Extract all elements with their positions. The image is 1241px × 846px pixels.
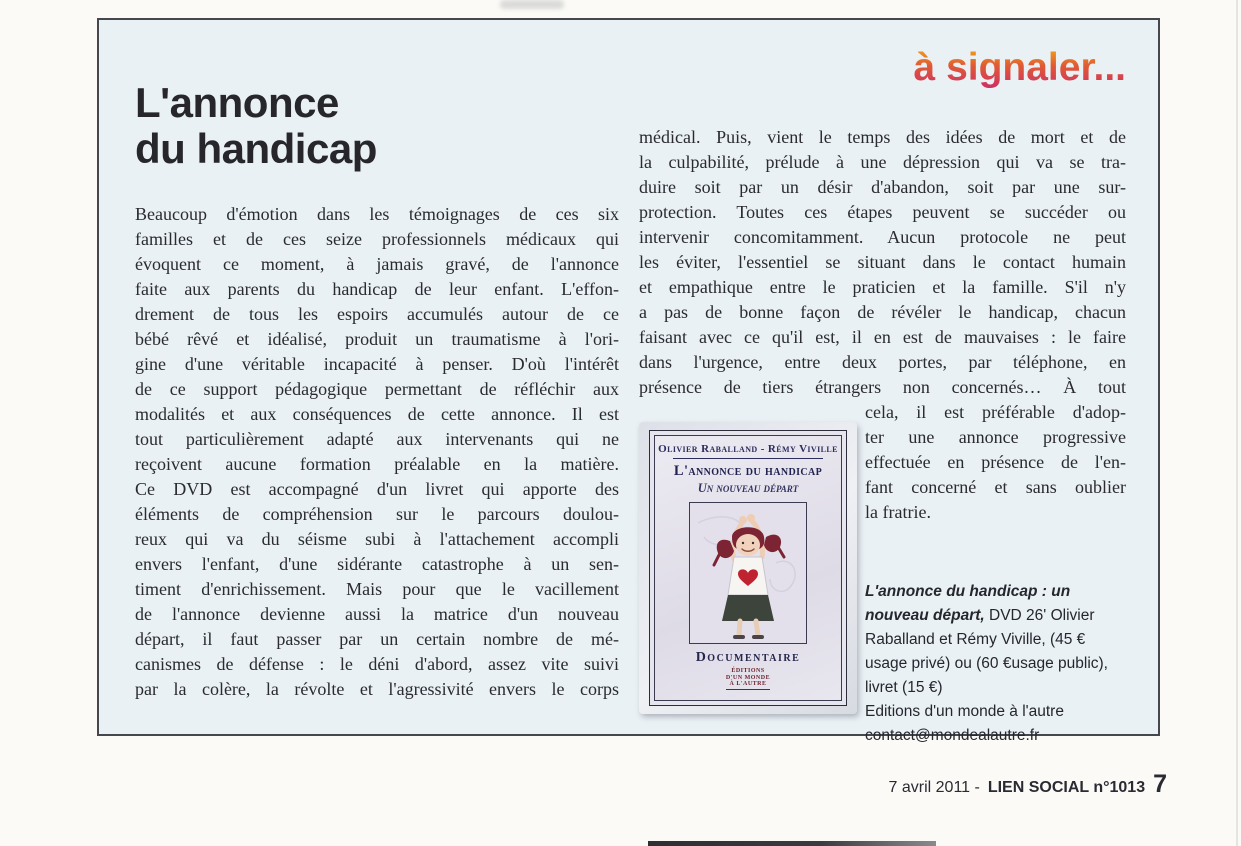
text-line: présence de tiers étrangers non concernés… À tout (639, 377, 1126, 397)
footer-date: 7 avril 2011 - (888, 779, 980, 796)
text-line: canismes de défense : le déni d'abord, assez vite suivi (135, 654, 619, 674)
caption-title: L'annonce du handicap : un nouveau départ, (865, 583, 1071, 624)
text-line: ter une annonce progressive (865, 427, 1126, 447)
text-line: et empathique entre le praticien et la famille. S'il n'y (639, 277, 1126, 297)
text-line: faisant avec ce qu'il est, il en est de mauvaises : le faire (639, 327, 1126, 347)
text-line: la fratrie. (865, 502, 931, 522)
article-title-line2: du handicap (135, 125, 377, 172)
scan-artifact-top (500, 0, 564, 9)
dvd-category: Documentaire (695, 650, 801, 665)
text-line: éléments de compréhension sur le parcours doulou- (135, 504, 619, 524)
caption-contact: contact@mondealautre.fr (865, 727, 1040, 744)
scan-artifact-bottom (648, 841, 936, 846)
text-line: reçoivent aucune formation préalable en la matière. (135, 454, 619, 474)
text-line: reux qui va du séisme subi à l'attachement accompli (135, 529, 619, 549)
text-line: fant concerné et sans oublier (865, 477, 1126, 497)
dvd-title: L'annonce du handicap (673, 463, 823, 479)
footer-issue: LIEN SOCIAL n°1013 (987, 779, 1146, 796)
text-line: protection. Toutes ces étapes peuvent se succéder ou (639, 202, 1126, 222)
dvd-publisher-line3: À L'AUTRE (729, 681, 767, 687)
dvd-cover-inner-frame (654, 435, 842, 701)
text-line: par la colère, la révolte et l'agressivité envers le corps (135, 679, 619, 699)
caption-details: DVD 26' Olivier Raballand et Rémy Viville, (45 € usage privé) ou (60 €usage public), livret (15 €) (865, 607, 1108, 696)
text-line: effectuée en présence de l'en- (865, 452, 1126, 472)
dvd-rule (673, 458, 823, 459)
text-line: de l'annonce devienne aussi la matrice d'un nouveau (135, 604, 619, 624)
text-line: Ce DVD est accompagné d'un livret qui apporte des (135, 479, 619, 499)
text-line: les éviter, l'essentiel se situant dans le contact humain (639, 252, 1126, 272)
text-line: faite aux parents du handicap de leur enfant. L'effon- (135, 279, 619, 299)
dvd-publisher-line1: ÉDITIONS (731, 668, 765, 674)
article-text-left (135, 202, 619, 702)
text-line: timent d'enrichissement. Mais pour que le vacillement (135, 579, 619, 599)
text-line: intervenir concomitamment. Aucun protocole ne peut (639, 227, 1126, 247)
text-line: médical. Puis, vient le temps des idées de mort et de (639, 127, 1126, 147)
left-column (135, 20, 619, 734)
text-line: de ce support pédagogique permettant de réfléchir aux (135, 379, 619, 399)
page-footer (889, 770, 1167, 799)
article-title (135, 80, 619, 172)
article-text-right (639, 125, 1126, 400)
dvd-publisher-line2: D'UN MONDE (725, 674, 771, 681)
text-line: envers l'enfant, d'une sidérante catastrophe à un sen- (135, 554, 619, 574)
text-line: a pas de bonne façon de révéler le handicap, chacun (639, 302, 1126, 322)
text-line: la culpabilité, prélude à une dépression qui va se tra- (639, 152, 1126, 172)
girl-illustration (690, 503, 807, 644)
text-line: bébé rêvé et idéalisé, produit un traumatisme à l'ori- (135, 329, 619, 349)
text-line: départ, il faut passer par un certain nombre de mé- (135, 629, 619, 649)
article-text-right-wrapped (865, 400, 1126, 525)
text-line: tout particulièrement adapté aux intervenants qui ne (135, 429, 619, 449)
page-number: 7 (1153, 770, 1167, 798)
caption-main (865, 580, 1126, 700)
article-title-line1: L'annonce (135, 79, 339, 126)
text-line: dans l'urgence, entre deux portes, par téléphone, en (639, 352, 1126, 372)
text-line: cela, il est préférable d'adop- (865, 402, 1126, 422)
caption-publisher: Editions d'un monde à l'autre (865, 703, 1064, 720)
dvd-publisher-logo (726, 668, 770, 690)
dvd-subtitle: Un nouveau départ (697, 481, 799, 495)
section-badge: à signaler... (639, 45, 1126, 91)
dvd-cover-illustration (689, 502, 807, 644)
text-line: gine d'une véritable incapacité à penser. D'où l'intérêt (135, 354, 619, 374)
text-line: drement de tous les espoirs accumulés autour de ce (135, 304, 619, 324)
article-panel (97, 18, 1160, 744)
right-column (639, 20, 1126, 744)
scan-artifact-right-edge (1236, 0, 1238, 846)
text-line: Beaucoup d'émotion dans les témoignages de ces six (135, 204, 619, 224)
dvd-cover-card (649, 430, 847, 706)
text-line: évoquent ce moment, à jamais gravé, de l'annonce (135, 254, 619, 274)
product-caption (865, 580, 1126, 748)
text-line: familles et de ces seize professionnels médicaux qui (135, 229, 619, 249)
dvd-cover (639, 422, 857, 714)
text-line: duire soit par un désir d'abandon, soit par une sur- (639, 177, 1126, 197)
text-line: modalités et aux conséquences de cette annonce. Il est (135, 404, 619, 424)
dvd-authors: Olivier Raballand - Rémy Viville (658, 443, 838, 455)
